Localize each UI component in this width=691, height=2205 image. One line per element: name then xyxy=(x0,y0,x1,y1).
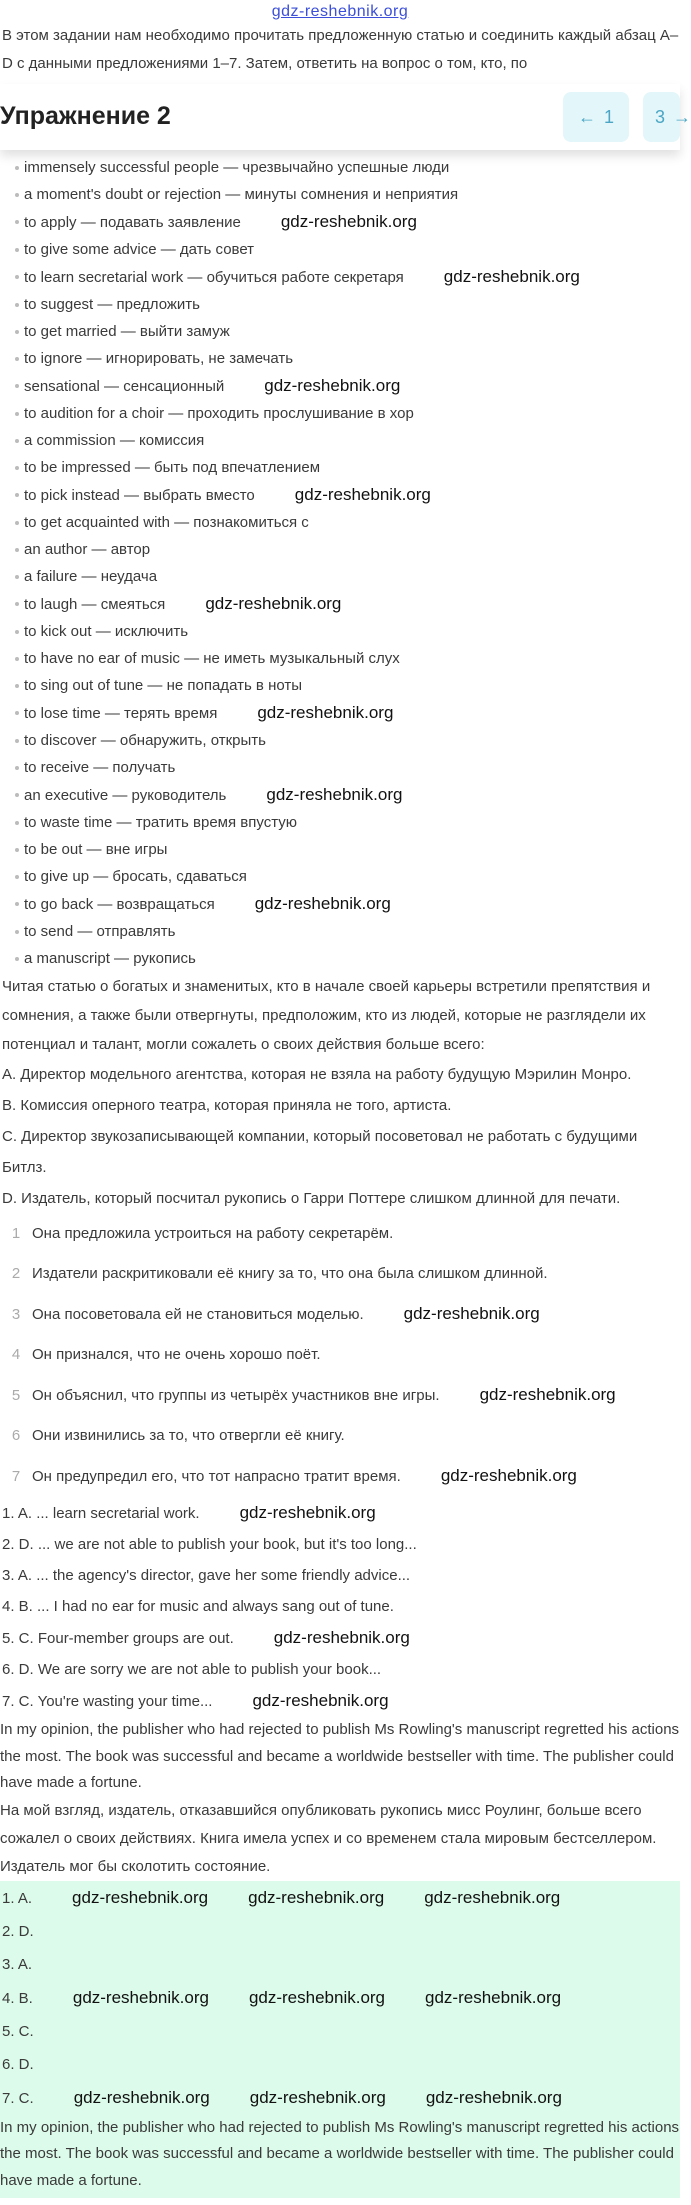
option-item: B. Комиссия оперного театра, которая приняла не того, артиста. xyxy=(2,1097,452,1114)
watermark-text: gdz-reshebnik.org xyxy=(73,2087,210,2107)
vocab-text: sensational — сенсационный xyxy=(24,378,225,395)
watermark-text: gdz-reshebnik.org xyxy=(264,376,401,395)
vocab-text: a manuscript — рукопись xyxy=(24,950,196,967)
watermark-text: gdz-reshebnik.org xyxy=(249,2087,386,2107)
arrow-right-icon: → xyxy=(673,106,691,127)
intro-text: В этом задании нам необходимо прочитать предложенную статью и соединить каждый абзац A–D с данными предложениями 1–7. Затем, ответить на вопрос о том, кто, по xyxy=(2,27,679,72)
vocab-text: to laugh — смеяться xyxy=(24,596,166,613)
answer-text: 1. A. xyxy=(2,1889,33,1907)
vocab-text: to receive — получать xyxy=(24,759,176,776)
vocab-item xyxy=(0,809,680,836)
options-list xyxy=(0,1059,680,1214)
vocab-item xyxy=(0,291,680,318)
opinion-en: In my opinion, the publisher who had rejected to publish Ms Rowling's manuscript regretted his actions the most. The book was successful and became a worldwide bestseller with time. The publisher could have made a fortune. xyxy=(0,1721,680,1791)
vocab-item xyxy=(0,945,680,972)
vocab-text: to audition for a choir — проходить прослушивание в хор xyxy=(24,405,414,422)
answer-text: 4. B. xyxy=(2,1989,33,2007)
vocab-item xyxy=(0,699,680,727)
vocab-text: to be impressed — быть под впечатлением xyxy=(24,459,321,476)
sentence-item xyxy=(0,1416,680,1456)
vocab-text: to send — отправлять xyxy=(24,923,176,940)
sentence-number: 7 xyxy=(11,1468,21,1485)
vocab-text: to get acquainted with — познакомиться с xyxy=(24,514,309,531)
watermark-text: gdz-reshebnik.org xyxy=(280,212,417,231)
watermark-text: gdz-reshebnik.org xyxy=(403,1304,540,1323)
vocab-item xyxy=(0,154,680,181)
watermark-text: gdz-reshebnik.org xyxy=(72,1987,209,2007)
answer-item xyxy=(0,2015,680,2048)
answer-item xyxy=(0,1981,680,2015)
sentence-text: Издатели раскритиковали её книгу за то, что она была слишком длинной. xyxy=(32,1265,548,1282)
vocab-text: a moment's doubt or rejection — минуты сомнения и неприятия xyxy=(24,186,459,203)
next-exercise-button[interactable] xyxy=(643,92,691,142)
question-text: Читая статью о богатых и знаменитых, кто в начале своей карьеры встретили препятствия и сомнения, а также были отвергнуты, предположим, кто из людей, которые не разглядели их потенциал и талант, могли сожалеть о своих действия больше всего: xyxy=(2,978,651,1053)
quote-text: 3. A. ... the agency's director, gave her some friendly advice... xyxy=(2,1567,411,1584)
vocab-text: to kick out — исключить xyxy=(24,623,189,640)
sentence-number: 3 xyxy=(11,1306,21,1323)
quote-text: 4. B. ... I had no ear for music and always sang out of tune. xyxy=(2,1598,394,1615)
vocab-item xyxy=(0,645,680,672)
watermark-text: gdz-reshebnik.org xyxy=(294,485,431,504)
vocab-text: an author — автор xyxy=(24,541,151,558)
vocab-text: to suggest — предложить xyxy=(24,296,200,313)
vocab-item xyxy=(0,481,680,509)
option-item: A. Директор модельного агентства, которая не взяла на работу будущую Мэрилин Монро. xyxy=(2,1066,632,1083)
sentence-item xyxy=(0,1375,680,1416)
vocab-text: to give up — бросать, сдаваться xyxy=(24,868,247,885)
page-title: Упражнение 2 xyxy=(0,102,171,130)
vocab-text: to pick instead — выбрать вместо xyxy=(24,487,255,504)
vocab-text: to be out — вне игры xyxy=(24,841,168,858)
vocab-item xyxy=(0,863,680,890)
sentence-item xyxy=(0,1214,680,1254)
watermark-text: gdz-reshebnik.org xyxy=(205,594,342,613)
sentence-text: Она предложила устроиться на работу секретарём. xyxy=(32,1225,394,1242)
answer-text: 7. C. xyxy=(2,2089,34,2107)
vocab-item xyxy=(0,536,680,563)
watermark-text: gdz-reshebnik.org xyxy=(479,1385,616,1404)
vocab-text: a commission — комиссия xyxy=(24,432,205,449)
answer-item xyxy=(0,1915,680,1948)
quote-item xyxy=(0,1591,680,1622)
sentence-text: Они извинились за то, что отвергли её книгу. xyxy=(32,1427,345,1444)
answer-opinion: In my opinion, the publisher who had rejected to publish Ms Rowling's manuscript regretted his actions the most. The book was successful and became a worldwide bestseller with time. The publisher could have made a fortune. xyxy=(0,2118,680,2189)
option-item: C. Директор звукозаписывающей компании, который посоветовал не работать с будущими Битлз. xyxy=(2,1128,638,1176)
watermark-text: gdz-reshebnik.org xyxy=(239,1503,376,1522)
vocab-item xyxy=(0,563,680,590)
vocab-text: to discover — обнаружить, открыть xyxy=(24,732,266,749)
exercise-header xyxy=(0,84,691,150)
vocab-item xyxy=(0,345,680,372)
sentence-text: Он предупредил его, что тот напрасно тратит время. xyxy=(32,1468,401,1485)
watermark-text: gdz-reshebnik.org xyxy=(443,267,580,286)
sentence-text: Она посоветовала ей не становиться моделью. xyxy=(32,1306,364,1323)
watermark-text: gdz-reshebnik.org xyxy=(252,1691,389,1710)
sentence-text: Он объяснил, что группы из четырёх участников вне игры. xyxy=(32,1387,440,1404)
vocab-text: to have no ear of music — не иметь музыкальный слух xyxy=(24,650,400,667)
watermark-text: gdz-reshebnik.org xyxy=(266,785,403,804)
quotes-list xyxy=(0,1497,680,1717)
vocab-item xyxy=(0,427,680,454)
sentence-number: 1 xyxy=(11,1225,21,1242)
vocab-text: to go back — возвращаться xyxy=(24,896,215,913)
quote-item xyxy=(0,1560,680,1591)
watermark-text: gdz-reshebnik.org xyxy=(440,1466,577,1485)
vocab-item xyxy=(0,672,680,699)
sentence-number: 6 xyxy=(11,1427,21,1444)
answer-text: 3. A. xyxy=(2,1955,33,1973)
vocab-item xyxy=(0,836,680,863)
quote-text: 7. C. You're wasting your time... xyxy=(2,1693,213,1710)
watermark-text: gdz-reshebnik.org xyxy=(273,1628,410,1647)
vocab-item xyxy=(0,918,680,945)
quote-text: 5. C. Four-member groups are out. xyxy=(2,1630,234,1647)
answer-text: 6. D. xyxy=(2,2055,34,2073)
option-item: D. Издатель, который посчитал рукопись о Гарри Поттере слишком длинной для печати. xyxy=(2,1190,621,1207)
quote-item xyxy=(0,1497,680,1529)
quote-item xyxy=(0,1529,680,1560)
vocab-item xyxy=(0,454,680,481)
sentence-item xyxy=(0,1294,680,1335)
watermark-text: gdz-reshebnik.org xyxy=(254,894,391,913)
prev-label: 1 xyxy=(603,106,614,127)
sentence-number: 5 xyxy=(11,1387,21,1404)
vocab-item xyxy=(0,890,680,918)
sentence-number: 2 xyxy=(11,1265,21,1282)
sentences-list xyxy=(0,1214,680,1497)
watermark-text: gdz-reshebnik.org xyxy=(248,1987,386,2007)
vocab-text: to get married — выйти замуж xyxy=(24,323,230,340)
quote-item xyxy=(0,1622,680,1654)
quote-text: 6. D. We are sorry we are not able to publish your book... xyxy=(2,1661,382,1678)
vocab-item xyxy=(0,372,680,400)
opinion-ru: На мой взгляд, издатель, отказавшийся опубликовать рукопись мисс Роулинг, больше всего сожалел о своих действиях. Книга имела успех и со временем стала мировым бестселлером. Издатель мог бы сколотить состояние. xyxy=(0,1801,657,1875)
vocab-text: to apply — подавать заявление xyxy=(24,214,241,231)
vocab-text: to ignore — игнорировать, не замечать xyxy=(24,350,294,367)
vocab-item xyxy=(0,400,680,427)
vocab-text: to sing out of tune — не попадать в ноты xyxy=(24,677,303,694)
vocab-text: to give some advice — дать совет xyxy=(24,241,255,258)
vocab-text: immensely successful people — чрезвычайно успешные люди xyxy=(24,159,450,176)
vocabulary-list xyxy=(0,154,680,972)
answer-text: 5. C. xyxy=(2,2022,34,2040)
watermark-text: gdz-reshebnik.org xyxy=(425,1987,562,2007)
sentence-item xyxy=(0,1335,680,1375)
vocab-item xyxy=(0,781,680,809)
quote-item xyxy=(0,1654,680,1685)
watermark-text: gdz-reshebnik.org xyxy=(248,1887,385,1907)
prev-exercise-button[interactable] xyxy=(563,92,629,142)
quote-text: 2. D. ... we are not able to publish your book, but it's too long... xyxy=(2,1536,417,1553)
vocab-item xyxy=(0,181,680,208)
watermark-text: gdz-reshebnik.org xyxy=(257,703,394,722)
vocab-item xyxy=(0,727,680,754)
vocab-item xyxy=(0,208,680,236)
watermark-text: gdz-reshebnik.org xyxy=(424,1887,561,1907)
answer-box xyxy=(0,1881,680,2199)
sentence-number: 4 xyxy=(11,1346,21,1363)
vocab-item xyxy=(0,618,680,645)
answer-item xyxy=(0,1948,680,1981)
vocab-text: to learn secretarial work — обучиться работе секретаря xyxy=(24,269,404,286)
sentence-text: Он признался, что не очень хорошо поёт. xyxy=(32,1346,321,1363)
answer-item xyxy=(0,1881,680,1915)
vocab-text: to waste time — тратить время впустую xyxy=(24,814,297,831)
top-watermark: gdz-reshebnik.org xyxy=(271,3,409,20)
answer-text: 2. D. xyxy=(2,1922,34,1940)
arrow-left-icon: ← xyxy=(577,106,596,127)
vocab-item xyxy=(0,236,680,263)
watermark-text: gdz-reshebnik.org xyxy=(425,2087,562,2107)
quote-item xyxy=(0,1685,680,1717)
quote-text: 1. A. ... learn secretarial work. xyxy=(2,1505,200,1522)
watermark-text: gdz-reshebnik.org xyxy=(72,1887,209,1907)
vocab-text: an executive — руководитель xyxy=(24,787,227,804)
vocab-item xyxy=(0,263,680,291)
answer-item xyxy=(0,2048,680,2081)
vocab-item xyxy=(0,754,680,781)
answer-item xyxy=(0,2081,680,2115)
next-label: 3 xyxy=(655,106,666,127)
vocab-text: a failure — неудача xyxy=(24,568,158,585)
vocab-text: to lose time — терять время xyxy=(24,705,218,722)
vocab-item xyxy=(0,590,680,618)
vocab-item xyxy=(0,318,680,345)
sentence-item xyxy=(0,1254,680,1294)
vocab-item xyxy=(0,509,680,536)
sentence-item xyxy=(0,1456,680,1497)
